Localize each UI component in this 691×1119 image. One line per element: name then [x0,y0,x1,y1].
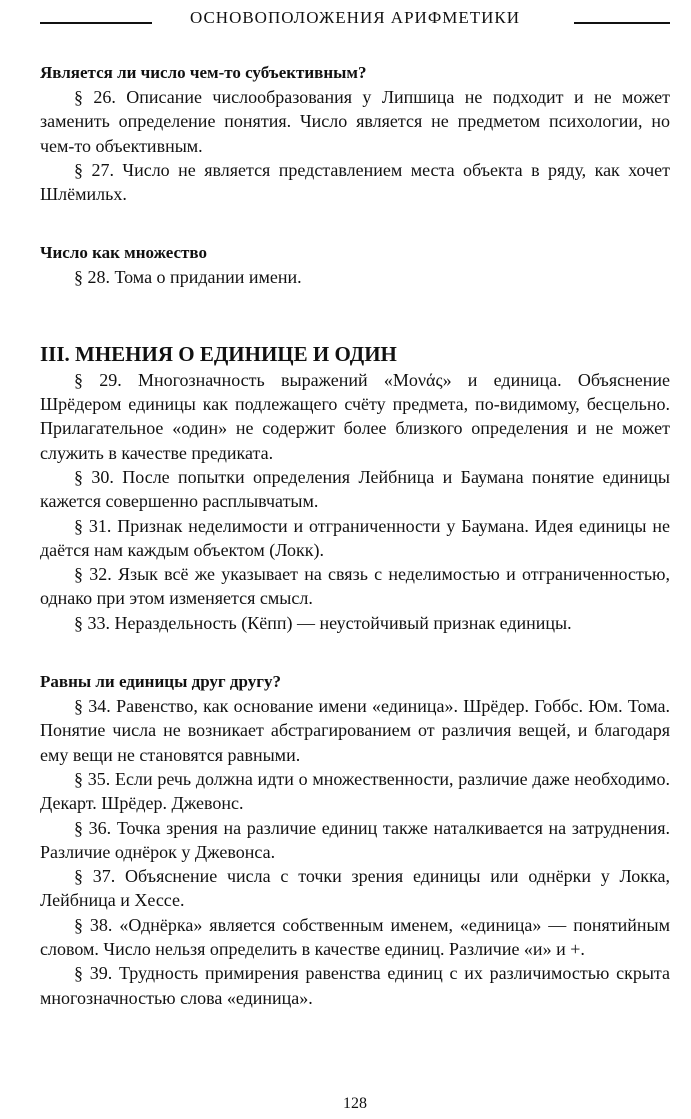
page-number: 128 [343,1095,367,1112]
paragraph-33: § 33. Нераздельность (Кёпп) — неустойчивый признак единицы. [74,612,572,633]
paragraph-36: § 36. Точка зрения на различие единиц также наталкивается на затруднения. Различие однёрок у Джевонса. [40,817,670,862]
paragraph-26: § 26. Описание числообразования у Липшица не подходит и не может заменить определение понятия. Число является не предметом психологии, но чем-то объективным. [40,87,670,156]
paragraph-30: § 30. После попытки определения Лейбница и Баумана понятие единицы кажется совершенно расплывчатым. [40,466,670,512]
paragraph-29: § 29. Многозначность выражений «Μονάς» и единица. Объяснение Шрёдером единицы как подлежащего счёту предмета, по-видимому, бесцельно. Прилагательное «один» не содержит более близкого определения и не может служить в качестве предиката. [40,369,670,463]
paragraph-27: § 27. Число не является представлением места объекта в ряду, как хочет Шлёмильх. [40,159,670,205]
paragraph-38: § 38. «Однёрка» является собственным именем, «единица» — понятийным словом. Число нельзя определить в качестве единиц. Различие «и» и +. [40,914,670,960]
section-heading: Равны ли единицы друг другу? [40,672,281,692]
paragraph-35: § 35. Если речь должна идти о множественности, различие даже необходимо. Декарт. Шрёдер. Джевонс. [40,768,670,814]
chapter-heading: III. МНЕНИЯ О ЕДИНИЦЕ И ОДИН [40,341,397,366]
running-head-title: ОСНОВОПОЛОЖЕНИЯ АРИФМЕТИКИ [189,8,521,27]
section-heading: Число как множество [40,243,207,263]
book-page [40,0,670,1119]
paragraph-31: § 31. Признак неделимости и отграниченности у Баумана. Идея единицы не даётся нам каждым объектом (Локк). [40,515,670,560]
running-head-rule-right [574,22,670,24]
paragraph-37: § 37. Объяснение числа с точки зрения единицы или однёрки у Локка, Лейбница и Хессе. [40,866,670,911]
paragraph-32: § 32. Язык всё же указывает на связь с неделимостью и отграниченностью, однако при этом изменяется смысл. [40,564,670,609]
paragraph-28: § 28. Тома о придании имени. [74,267,302,288]
paragraph-39: § 39. Трудность примирения равенства единиц с их различимостью скрыта многозначностью слова «единица». [40,963,670,1008]
section-heading: Является ли число чем-то субъективным? [40,63,367,82]
paragraph-34: § 34. Равенство, как основание имени «единица». Шрёдер. Гоббс. Юм. Тома. Понятие числа не возникает абстрагированием от различия вещей, и благодаря ему вещи не становятся равными. [40,696,670,765]
running-head [40,6,670,32]
page-content [40,60,670,1010]
